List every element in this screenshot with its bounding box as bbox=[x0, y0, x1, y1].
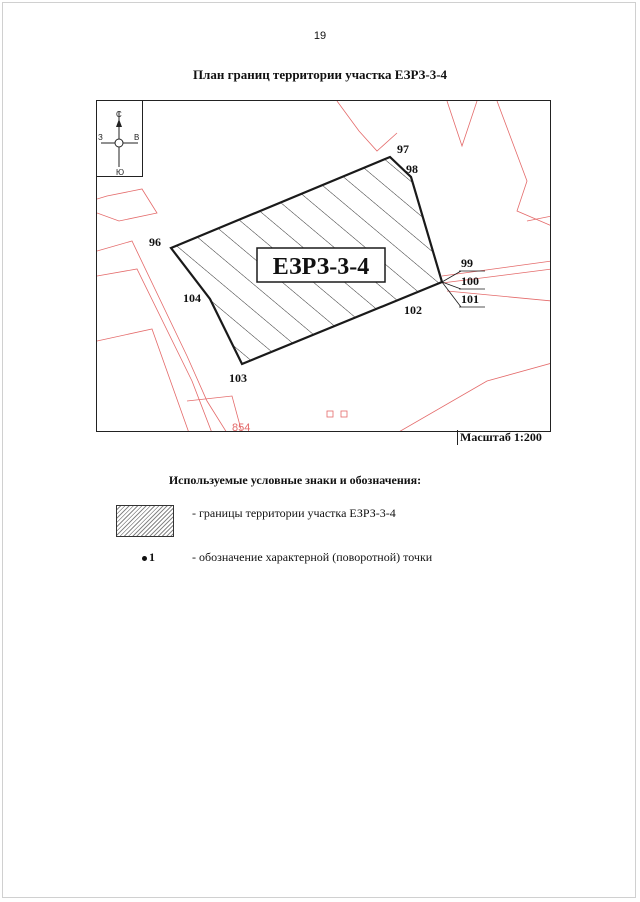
page-number: 19 bbox=[313, 30, 327, 42]
compass-west: З bbox=[98, 133, 103, 142]
legend-title: Используемые условные знаки и обозначения: bbox=[168, 473, 422, 487]
point-96: 96 bbox=[149, 235, 161, 249]
parcel-label: ЕЗРЗ-3-4 bbox=[272, 254, 370, 280]
compass-rose bbox=[97, 101, 143, 177]
parcel-map bbox=[96, 100, 551, 432]
legend-boundary-text: - границы территории участка ЕЗРЗ-3-4 bbox=[192, 506, 396, 520]
background-parcel-number: 854 bbox=[232, 422, 251, 433]
point-102: 102 bbox=[404, 303, 422, 317]
point-103: 103 bbox=[229, 371, 247, 385]
point-97: 97 bbox=[397, 142, 409, 156]
point-101: 101 bbox=[461, 292, 479, 306]
map-scale: Масштаб 1:200 bbox=[457, 430, 542, 445]
point-98: 98 bbox=[406, 162, 418, 176]
legend-hatch-swatch bbox=[116, 505, 174, 537]
point-99: 99 bbox=[461, 256, 473, 270]
point-dot-icon bbox=[142, 556, 147, 561]
compass-south: Ю bbox=[116, 168, 125, 176]
compass-north: С bbox=[116, 110, 122, 119]
point-100: 100 bbox=[461, 274, 479, 288]
small-squares bbox=[327, 411, 347, 417]
compass-icon bbox=[97, 101, 142, 176]
point-104: 104 bbox=[183, 291, 201, 305]
legend-point-text: - обозначение характерной (поворотной) точки bbox=[192, 550, 433, 564]
legend-point-number: 1 bbox=[149, 550, 155, 564]
compass-east: В bbox=[134, 133, 140, 142]
map-drawing bbox=[97, 101, 551, 432]
page-title: План границ территории участка ЕЗРЗ-3-4 bbox=[192, 67, 448, 82]
legend-point-symbol bbox=[142, 550, 155, 565]
